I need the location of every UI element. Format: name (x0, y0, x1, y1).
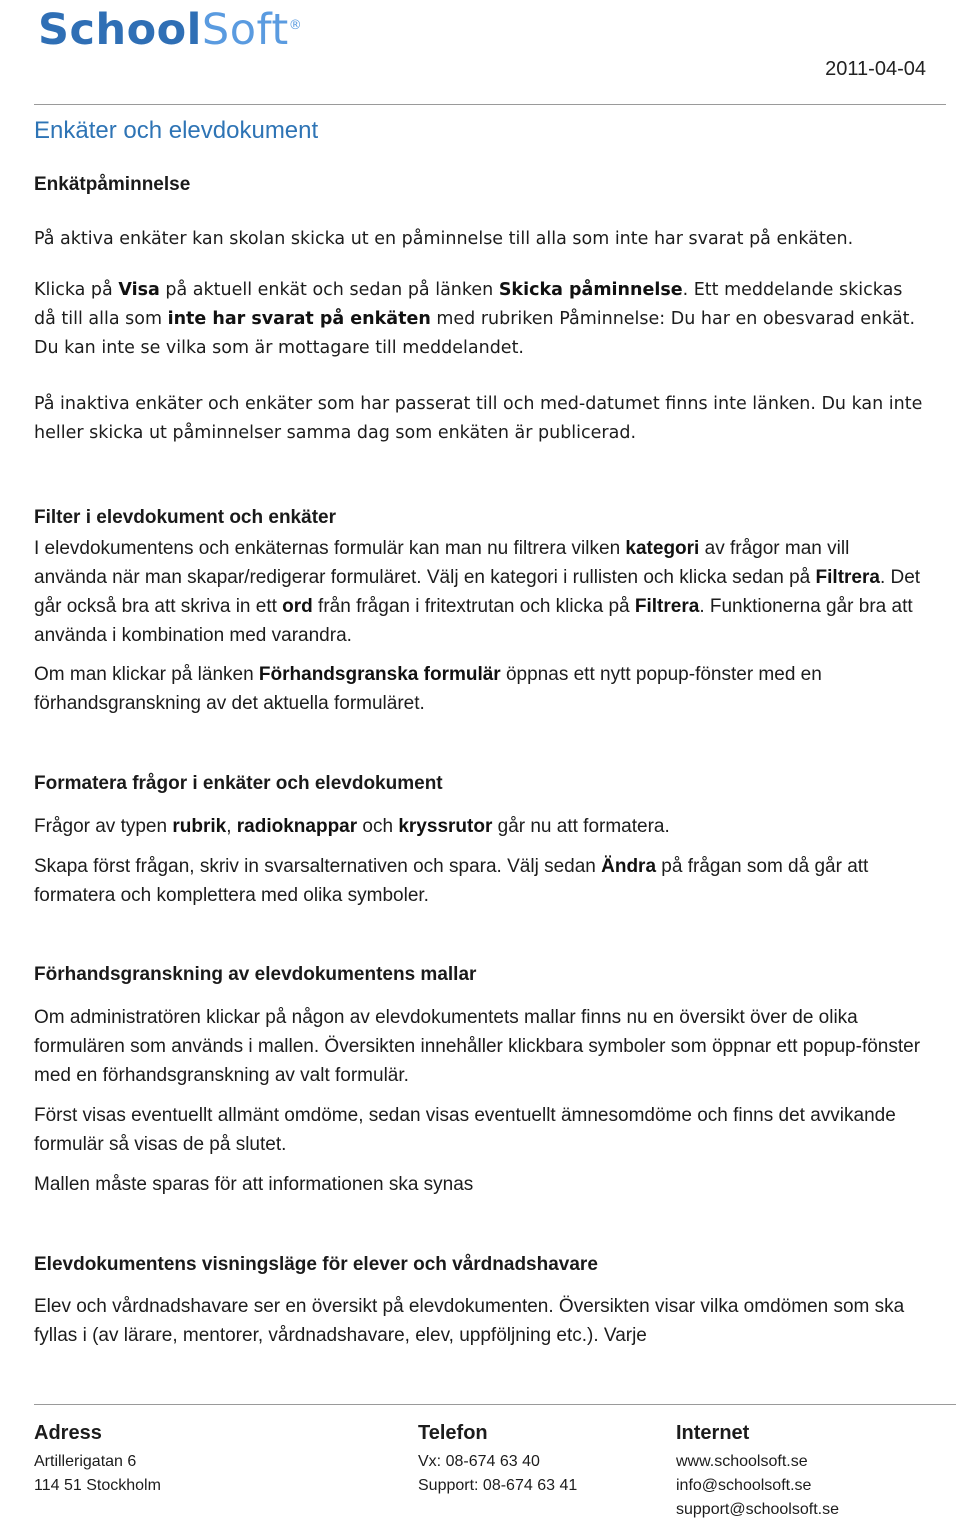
heading-filter: Filter i elevdokument och enkäter (34, 507, 336, 528)
paragraph: Klicka på Visa på aktuell enkät och sedan på länken Skicka påminnelse. Ett meddelande skickas då till alla som inte har svarat på enkäten med rubriken Påminnelse: Du har en obesvarad enkät. Du kan inte se vilka som är mottagare till meddelandet. (34, 280, 916, 358)
paragraph: Elev och vårdnadshavare ser en översikt på elevdokumenten. Översikten visar vilka omdömen som ska fyllas i (av lärare, mentorer, vårdnadshavare, elev, uppföljning etc.). Varje (34, 1296, 905, 1346)
paragraph: Om man klickar på länken Förhandsgranska formulär öppnas ett nytt popup-fönster med en förhandsgranskning av det aktuella formuläret. (34, 664, 822, 714)
footer-internet (676, 1418, 839, 1522)
paragraph: På inaktiva enkäter och enkäter som har passerat till och med-datumet finns inte länken. Du kan inte heller skicka ut påminnelser samma dag som enkäten är publicerad. (34, 394, 923, 443)
support-email-link[interactable]: support@schoolsoft.se (676, 1501, 839, 1518)
info-email-link[interactable]: info@schoolsoft.se (676, 1477, 812, 1494)
document-date: 2011-04-04 (825, 58, 926, 80)
paragraph: Skapa först frågan, skriv in svarsalternativen och spara. Välj sedan Ändra på frågan som då går att formatera och komplettera med olika symboler. (34, 856, 869, 906)
footer-phone (418, 1418, 577, 1498)
paragraph: Frågor av typen rubrik, radioknappar och kryssrutor går nu att formatera. (34, 816, 670, 837)
phone-line: Vx: 08-674 63 40 (418, 1453, 540, 1470)
heading-formatera: Formatera frågor i enkäter och elevdokument (34, 773, 443, 794)
footer-heading: Internet (676, 1422, 750, 1444)
registered-mark: ® (288, 18, 303, 33)
heading-visningslage: Elevdokumentens visningsläge för elever och vårdnadshavare (34, 1254, 598, 1275)
footer-heading: Adress (34, 1422, 102, 1444)
address-line: Artillerigatan 6 (34, 1453, 137, 1470)
header-divider (34, 104, 946, 105)
website-link[interactable]: www.schoolsoft.se (676, 1453, 808, 1470)
logo-text-school: School (38, 5, 202, 55)
logo-text-soft: Soft (201, 5, 289, 55)
document-title: Enkäter och elevdokument (34, 117, 319, 144)
address-line: 114 51 Stockholm (34, 1477, 161, 1494)
paragraph: På aktiva enkäter kan skolan skicka ut en påminnelse till alla som inte har svarat på enkäten. (34, 229, 854, 249)
heading-forhandsgranskning: Förhandsgranskning av elevdokumentens mallar (34, 964, 477, 985)
paragraph: I elevdokumentens och enkäternas formulär kan man nu filtrera vilken kategori av frågor man vill använda när man skapar/redigerar formuläret. Välj en kategori i rullisten och klicka sedan på Filtrera. Det går också bra att skriva in ett ord från frågan i fritextrutan och klicka på Filtrera. Funktionerna går bra att använda i kombination med varandra. (34, 538, 921, 646)
phone-line: Support: 08-674 63 41 (418, 1477, 578, 1494)
paragraph: Mallen måste sparas för att informationen ska synas (34, 1174, 474, 1195)
schoolsoft-logo (38, 4, 302, 56)
footer-heading: Telefon (418, 1422, 488, 1444)
footer-divider (34, 1404, 956, 1405)
footer-address (34, 1418, 161, 1498)
paragraph: Om administratören klickar på någon av elevdokumentets mallar finns nu en översikt över de olika formulären som används i mallen. Översikten innehåller klickbara symboler som öppnar ett popup-fönster med en förhandsgranskning av valt formulär. (34, 1007, 921, 1086)
paragraph: Först visas eventuellt allmänt omdöme, sedan visas eventuellt ämnesomdöme och finns det avvikande formulär så visas de på slutet. (34, 1105, 896, 1155)
heading-enkatpaminnelse: Enkätpåminnelse (34, 174, 191, 195)
